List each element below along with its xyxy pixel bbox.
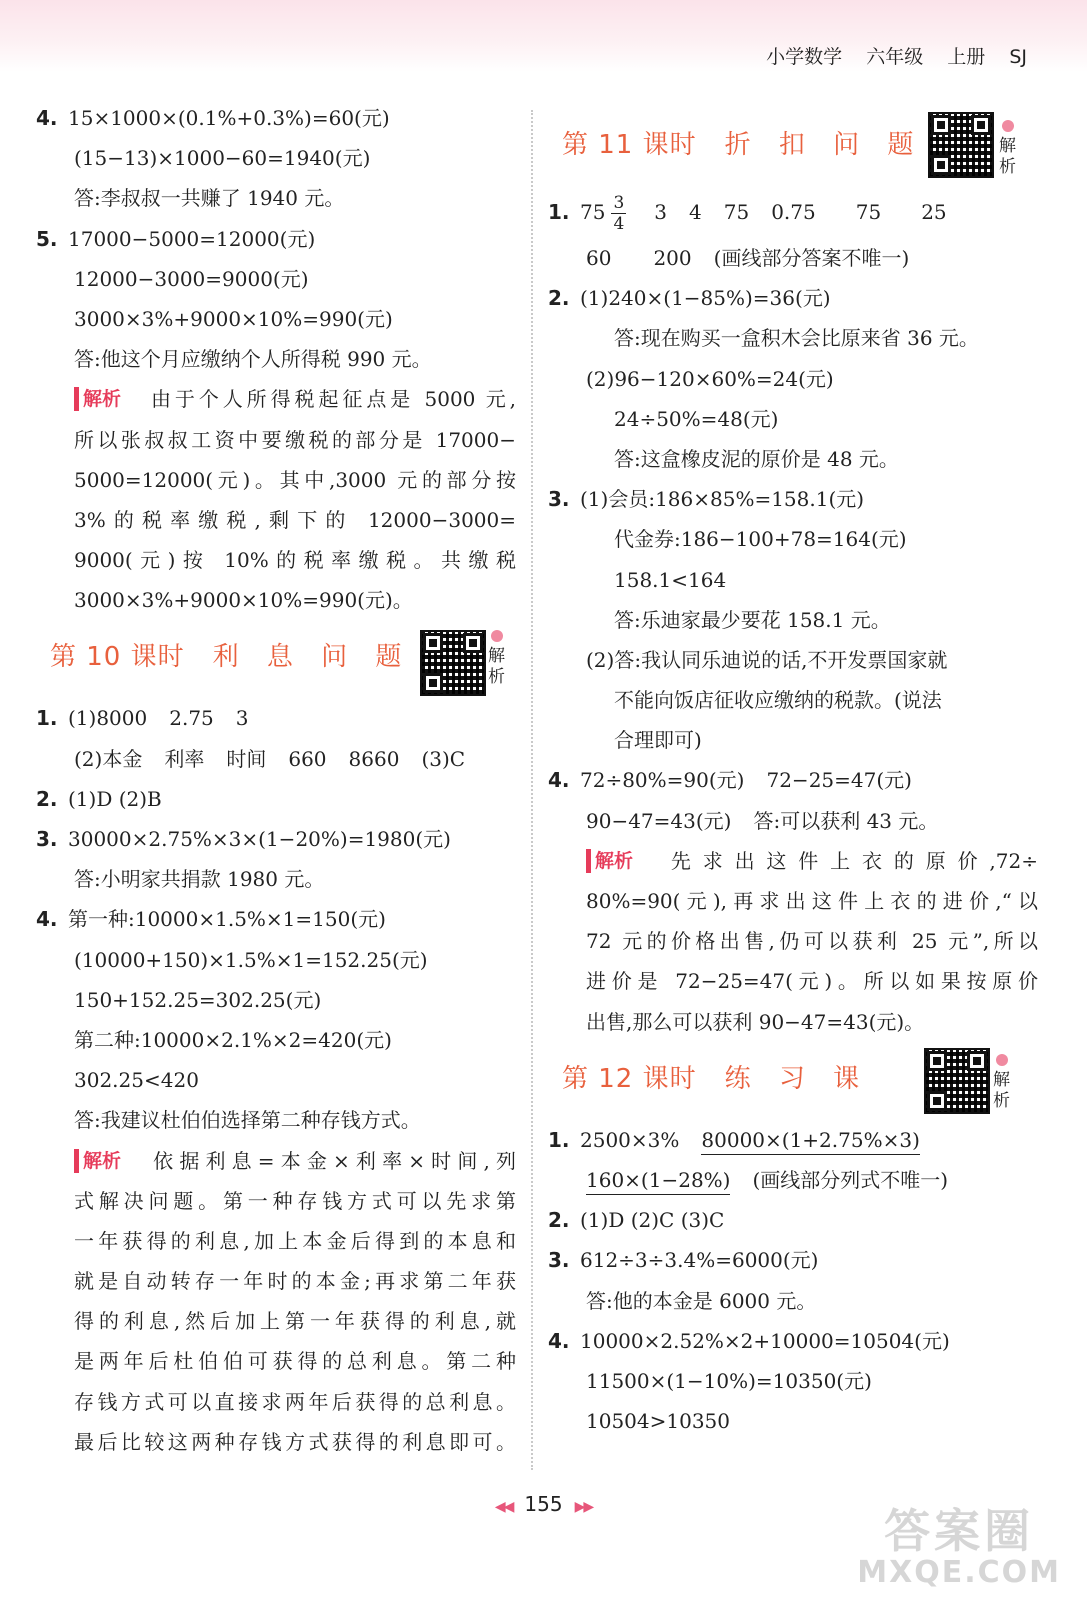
question-number: 4. (548, 768, 570, 793)
lesson-title: 第 10 课时 利 息 问 题 (50, 642, 412, 673)
qr-label: 解析 (488, 646, 505, 688)
answer-line: 4. 第一种:10000×1.5%×1=150(元) (36, 899, 516, 939)
answer-line: 答:李叔叔一共赚了 1940 元。 (74, 186, 345, 211)
answer-line: 2. (1)D (2)C (3)C (548, 1200, 1038, 1240)
answer-line: 12000−3000=9000(元) (74, 266, 309, 291)
question-number: 2. (548, 1208, 570, 1233)
lesson-title: 第 12 课时 练 习 课 (562, 1063, 870, 1094)
answer-line: 答:小明家共捐款 1980 元。 (74, 867, 325, 892)
answer-line: 答:我建议杜伯伯选择第二种存钱方式。 (74, 1108, 421, 1133)
column-divider (531, 110, 533, 1470)
answer-line: 3. 30000×2.75%×3×(1−20%)=1980(元) (36, 819, 516, 859)
answer-line: 3. 612÷3÷3.4%=6000(元) (548, 1240, 1038, 1280)
answer-line: 90−47=43(元) 答:可以获利 43 元。 (586, 808, 939, 833)
analysis-line: 最后比较这两种存钱方式获得的利息即可。 (74, 1429, 516, 1454)
analysis-line: 解析 先求出这件上衣的原价,72÷ (548, 841, 1038, 881)
play-icon (491, 630, 503, 642)
answer-line: 第二种:10000×2.1%×2=420(元) (74, 1027, 392, 1052)
question-number: 5. (36, 226, 58, 251)
lesson-title: 第 11 课时 折 扣 问 题 (562, 130, 924, 160)
analysis-line: 3000×3%+9000×10%=990(元)。 (74, 588, 413, 613)
qr-label: 解析 (993, 1069, 1010, 1111)
analysis-line: 是两年后杜伯伯可获得的总利息。第二种 (74, 1349, 516, 1374)
page-number: ◀◀ 155 ▶▶ (494, 1492, 593, 1516)
analysis-label: 解析 (74, 1149, 127, 1173)
answer-line: 答:乐迪家最少要花 158.1 元。 (614, 607, 891, 632)
analysis-line: 一年获得的利息,加上本金后得到的本息和 (74, 1228, 516, 1253)
answer-line: 4. 10000×2.52%×2+10000=10504(元) (548, 1321, 1038, 1361)
answer-line: 4. 15×1000×(0.1%+0.3%)=60(元) (36, 98, 516, 138)
question-number: 2. (36, 786, 58, 811)
analysis-label: 解析 (74, 387, 127, 411)
answer-line: 10504>10350 (586, 1409, 731, 1434)
analysis-line: 式解决问题。第一种存钱方式可以先求第 (74, 1188, 516, 1213)
analysis-line: 就是自动转存一年时的本金;再求第二年获 (74, 1269, 516, 1294)
header-subject: 小学数学 (766, 46, 843, 68)
answer-line: 2. (1)240×(1−85%)=36(元) (548, 278, 1038, 318)
answer-line: 158.1<164 (614, 567, 727, 592)
analysis-line: 9000(元)按 10%的税率缴税。共缴税 (74, 548, 516, 573)
right-column (548, 108, 1038, 1441)
analysis-line: 出售,那么可以获利 90−47=43(元)。 (586, 1009, 925, 1034)
header-volume: 上册 (947, 46, 986, 68)
answer-line: 160×(1−28%) (画线部分列式不唯一) (548, 1160, 1038, 1200)
answer-line: 代金券:186−100+78=164(元) (614, 527, 907, 552)
qr-label: 解析 (999, 136, 1016, 177)
qr-code-icon[interactable] (420, 630, 486, 696)
analysis-line: 所以张叔叔工资中要缴税的部分是 17000− (74, 427, 516, 452)
question-number: 4. (548, 1328, 570, 1353)
running-header (748, 42, 1027, 69)
answer-line: 答:这盒橡皮泥的原价是 48 元。 (614, 446, 899, 471)
analysis-line: 80%=90(元),再求出这件上衣的进价,“以 (586, 889, 1038, 913)
answer-line: (2)本金 利率 时间 660 8660 (3)C (74, 746, 466, 771)
question-number: 3. (36, 827, 58, 851)
question-number: 1. (548, 1127, 570, 1152)
analysis-line: 得的利息,然后加上第一年获得的利息,就 (74, 1309, 516, 1334)
answer-line: 150+152.25=302.25(元) (74, 987, 322, 1012)
answer-line: 2. (1)D (2)B (36, 779, 516, 819)
answer-line: 3000×3%+9000×10%=990(元) (74, 306, 393, 331)
question-number: 3. (548, 487, 570, 512)
underlined-answer: 160×(1−28%) (586, 1168, 730, 1195)
analysis-line: 存钱方式可以直接求两年后获得的总利息。 (74, 1389, 516, 1414)
analysis-line: 72 元的价格出售,仍可以获利 25 元”,所以 (586, 929, 1038, 954)
question-number: 2. (548, 286, 570, 311)
qr-code-icon[interactable] (924, 1048, 990, 1114)
answer-line: 11500×(1−10%)=10350(元) (586, 1368, 872, 1393)
watermark: 答案圈 MXQE.COM (857, 1504, 1061, 1590)
question-number: 4. (36, 106, 58, 130)
question-number: 1. (548, 200, 570, 224)
analysis-line: 3%的税率缴税,剩下的 12000−3000= (74, 507, 516, 532)
left-column (36, 98, 516, 1462)
answer-line: 24÷50%=48(元) (614, 406, 779, 431)
question-number: 4. (36, 907, 58, 932)
answer-line: 答:他这个月应缴纳个人所得税 990 元。 (74, 347, 432, 372)
answer-line: (2)答:我认同乐迪说的话,不开发票国家就 (586, 647, 948, 672)
answer-line: (15−13)×1000−60=1940(元) (74, 146, 371, 171)
prev-arrows-icon: ◀◀ (494, 1499, 513, 1515)
answer-line: 3. (1)会员:186×85%=158.1(元) (548, 479, 1038, 519)
answer-line: (2)96−120×60%=24(元) (586, 366, 834, 391)
answer-line: 1. 75 $\frac{3}{4}$ 3 4 75 0.75 75 25 (548, 186, 1038, 238)
lesson-10-header (36, 620, 516, 698)
analysis-line: 5000=12000(元)。其中,3000 元的部分按 (74, 467, 516, 492)
lesson-12-header (548, 1042, 1038, 1120)
analysis-line: 进价是 72−25=47(元)。所以如果按原价 (586, 969, 1038, 994)
answer-line: 合理即可) (614, 728, 702, 753)
next-arrows-icon: ▶▶ (574, 1499, 593, 1515)
question-number: 1. (36, 706, 58, 731)
question-number: 3. (548, 1248, 570, 1273)
answer-line: 答:他的本金是 6000 元。 (586, 1288, 817, 1313)
lesson-11-header (548, 108, 1038, 186)
analysis-label: 解析 (586, 849, 639, 873)
header-edition: SJ (1009, 46, 1027, 68)
fraction: $\frac{3}{4}$ (613, 193, 625, 234)
answer-line: 1. 2500×3% 80000×(1+2.75%×3) (548, 1120, 1038, 1160)
answer-line: 5. 17000−5000=12000(元) (36, 219, 516, 259)
analysis-line: 解析 由于个人所得税起征点是 5000 元, (36, 379, 516, 419)
answer-line: (10000+150)×1.5%×1=152.25(元) (74, 947, 428, 972)
answer-line: 302.25<420 (74, 1068, 199, 1093)
answer-line: 答:现在购买一盒积木会比原来省 36 元。 (614, 326, 979, 351)
play-icon (996, 1054, 1008, 1066)
answer-line: 60 200 (画线部分答案不唯一) (586, 246, 910, 270)
answer-line: 不能向饭店征收应缴纳的税款。(说法 (614, 688, 942, 713)
qr-code-icon[interactable] (928, 112, 994, 178)
underlined-answer: 80000×(1+2.75%×3) (701, 1128, 920, 1155)
analysis-line: 解析 依据利息=本金×利率×时间,列 (36, 1141, 516, 1181)
answer-line: 1. (1)8000 2.75 3 (36, 698, 516, 738)
answer-line: 4. 72÷80%=90(元) 72−25=47(元) (548, 760, 1038, 800)
header-grade: 六年级 (866, 46, 924, 68)
play-icon (1002, 120, 1014, 132)
